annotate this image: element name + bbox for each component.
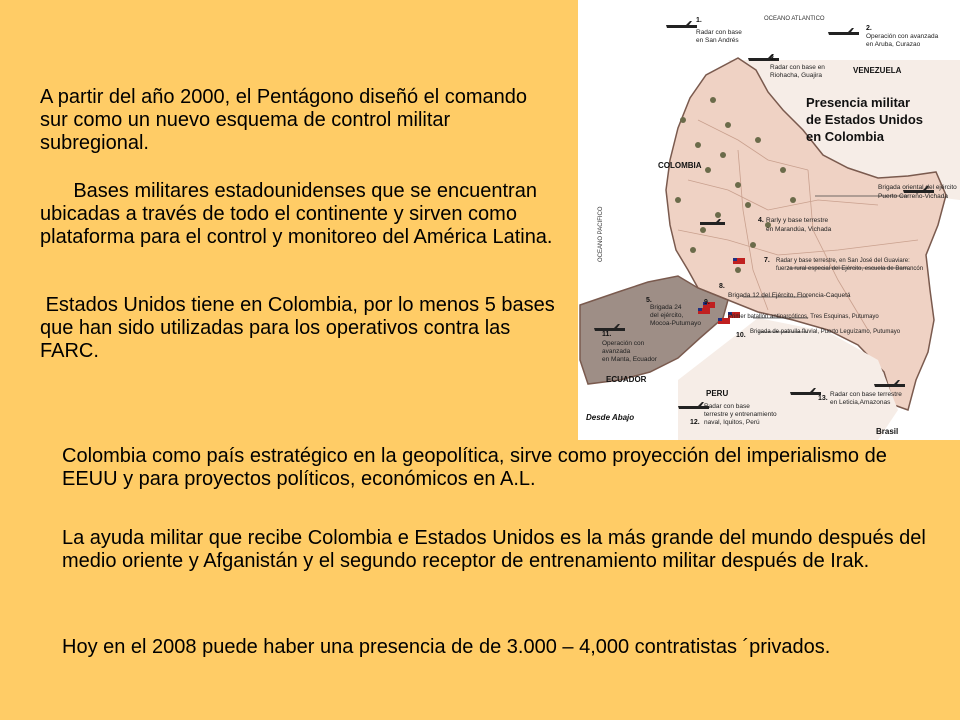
base-8-number: 8. bbox=[719, 283, 725, 290]
base-5-line-3: Mocoa-Putumayo bbox=[650, 320, 701, 327]
map-title-line-1: Presencia militar bbox=[806, 95, 911, 110]
base-1-line-2: en San Andrés bbox=[696, 37, 739, 44]
base-12-line-1: Radar con base bbox=[704, 403, 750, 410]
base-7-line-1: Radar y base terrestre, en San José del Guaviare: bbox=[776, 258, 910, 264]
base-2-line-1: Operación con avanzada bbox=[866, 33, 939, 40]
text-colombia-bases-paragraph: Estados Unidos tiene en Colombia, por lo menos 5 bases que han sido utilizadas para los operativos contra las FARC. bbox=[40, 294, 561, 362]
colombia-label: COLOMBIA bbox=[658, 161, 702, 170]
brasil-label: Brasil bbox=[876, 427, 899, 436]
base-11-number: 11. bbox=[602, 331, 612, 338]
base-9-line-1: Primer batallón antinarcóticos, Tres Esquinas, Putumayo bbox=[728, 314, 879, 320]
base-2-line-2: en Aruba, Curazao bbox=[866, 41, 921, 48]
map-svg bbox=[578, 0, 960, 440]
base-9-number: 9. bbox=[704, 299, 710, 306]
venezuela-label: VENEZUELA bbox=[853, 66, 902, 75]
text-geopolitics-paragraph: Colombia como país estratégico en la geopolítica, sirve como proyección del imperialismo de EEUU y para proyectos políticos, económicos en A.L. bbox=[62, 445, 887, 490]
us-military-presence-map bbox=[578, 0, 960, 440]
base-5-line-2: del ejército, bbox=[650, 312, 684, 319]
base-5-number: 5. bbox=[646, 297, 652, 304]
base-3-number: 3. bbox=[770, 55, 776, 62]
base-1-line-1: Radar con base bbox=[696, 29, 742, 36]
base-5-line-1: Brigada 24 bbox=[650, 304, 682, 311]
ecuador-label: ECUADOR bbox=[606, 375, 647, 384]
peru-label: PERU bbox=[706, 389, 729, 398]
map-title-line-3: en Colombia bbox=[806, 129, 885, 144]
ocean-atlantic-label: OCEANO ATLANTICO bbox=[764, 16, 825, 22]
base-11-line-2: avanzada bbox=[602, 348, 631, 355]
base-10-line-1: Brigada de patrulla fluvial, Puerto Leguízamo, Putumayo bbox=[750, 329, 901, 335]
base-8-line-1: Brigada 12 del Ejército, Florencia-Caquetá bbox=[728, 292, 851, 299]
base-4-line-1: Rarly y base terrestre bbox=[766, 217, 829, 224]
base-1-number: 1. bbox=[696, 17, 702, 24]
base-12-line-2: terrestre y entrenamiento bbox=[704, 411, 777, 418]
source-label: Desde Abajo bbox=[586, 413, 635, 422]
map-title-line-2: de Estados Unidos bbox=[806, 112, 924, 127]
base-4-line-2: en Marandúa, Vichada bbox=[766, 226, 832, 233]
base-4-number: 4. bbox=[758, 217, 764, 224]
base-11-line-3: en Manta, Ecuador bbox=[602, 356, 657, 363]
base-12-number: 12. bbox=[690, 419, 700, 426]
text-contractors-paragraph: Hoy en el 2008 puede haber una presencia de de 3.000 – 4,000 contratistas ´privados. bbox=[62, 636, 831, 658]
base-13-line-1: Radar con base terrestre bbox=[830, 391, 902, 398]
base-12-line-3: naval, Iquitos, Perú bbox=[704, 419, 760, 426]
base-7-number: 7. bbox=[764, 257, 770, 264]
base-7-line-2: fuerza rural especial del Ejército, escuela de Barrancón bbox=[776, 266, 924, 272]
text-military-aid-paragraph: La ayuda militar que recibe Colombia e Estados Unidos es la más grande del mundo después del medio oriente y Afganistán y el segundo receptor de entrenamiento militar después de Irak. bbox=[62, 527, 926, 572]
ocean-pacific-label: OCEANO PACIFICO bbox=[598, 206, 604, 262]
base-oriental-line-2: Puerto Carreño-Vichada bbox=[878, 193, 948, 200]
base-3-line-2: Riohacha, Guajira bbox=[770, 72, 823, 79]
text-pentagon-paragraph: A partir del año 2000, el Pentágono diseñó el comando sur como un nuevo esquema de control militar subregional. bbox=[40, 86, 528, 154]
base-10-number: 10. bbox=[736, 332, 746, 339]
base-oriental-line-1: Brigada oriental del ejército bbox=[878, 184, 957, 191]
text-bases-paragraph: Bases militares estadounidenses que se encuentran ubicadas a través de todo el continente y sirven como plataforma para el control y monitoreo del América Latina. bbox=[40, 180, 553, 248]
base-3-line-1: Radar con base en bbox=[770, 64, 825, 71]
base-13-line-2: en Leticia,Amazonas bbox=[830, 399, 891, 406]
base-2-number: 2. bbox=[866, 25, 872, 32]
base-11-line-1: Operación con bbox=[602, 340, 645, 347]
base-13-number: 13. bbox=[818, 395, 828, 402]
